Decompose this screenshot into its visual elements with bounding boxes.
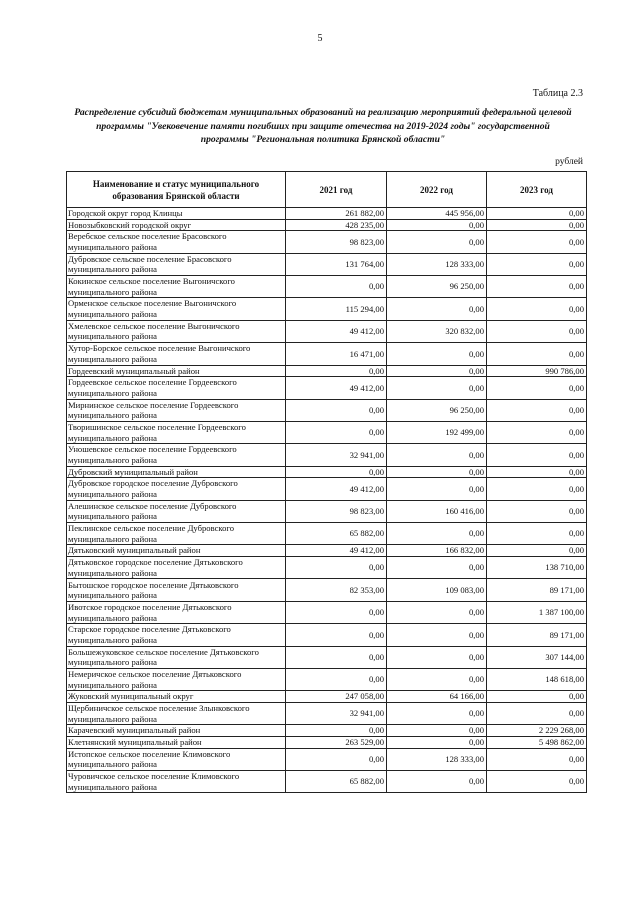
row-2021-cell: 82 353,00 bbox=[286, 579, 387, 601]
table-row bbox=[67, 231, 587, 253]
row-2022-cell: 166 832,00 bbox=[387, 545, 487, 557]
row-2023-cell: 0,00 bbox=[487, 545, 587, 557]
title-line: Распределение субсидий бюджетам муниципальных образований на реализацию мероприятий федеральной целевой bbox=[74, 107, 572, 118]
row-2021-cell: 115 294,00 bbox=[286, 298, 387, 320]
row-2023-cell: 0,00 bbox=[487, 253, 587, 275]
page-number: 5 bbox=[317, 33, 323, 44]
row-2021-cell: 428 235,00 bbox=[286, 219, 387, 231]
table-row bbox=[67, 208, 587, 220]
row-2023-cell: 0,00 bbox=[487, 523, 587, 545]
table-row bbox=[67, 466, 587, 478]
table-row bbox=[67, 421, 587, 443]
row-2022-cell: 320 832,00 bbox=[387, 320, 487, 342]
row-2023-cell: 0,00 bbox=[487, 275, 587, 297]
row-2023-cell: 0,00 bbox=[487, 444, 587, 466]
row-name-cell: Уношевское сельское поселение Гордеевского муниципального района bbox=[67, 444, 286, 466]
row-name-cell: Дубровский муниципальный район bbox=[67, 466, 286, 478]
row-2022-cell: 0,00 bbox=[387, 466, 487, 478]
row-name-cell: Алешинское сельское поселение Дубровского муниципального района bbox=[67, 500, 286, 522]
row-2023-cell: 1 387 100,00 bbox=[487, 601, 587, 623]
row-2021-cell: 65 882,00 bbox=[286, 770, 387, 792]
row-2021-cell: 0,00 bbox=[286, 669, 387, 691]
table-body bbox=[67, 208, 587, 793]
row-2022-cell: 160 416,00 bbox=[387, 500, 487, 522]
row-name-cell: Дубровское городское поселение Дубровского муниципального района bbox=[67, 478, 286, 500]
row-2021-cell: 0,00 bbox=[286, 466, 387, 478]
row-2022-cell: 128 333,00 bbox=[387, 253, 487, 275]
table-row bbox=[67, 624, 587, 646]
row-name-cell: Веребское сельское поселение Брасовского муниципального района bbox=[67, 231, 286, 253]
row-name-cell: Кокинское сельское поселение Выгоничского муниципального района bbox=[67, 275, 286, 297]
row-2023-cell: 148 618,00 bbox=[487, 669, 587, 691]
row-2021-cell: 261 882,00 bbox=[286, 208, 387, 220]
row-2021-cell: 0,00 bbox=[286, 275, 387, 297]
row-2022-cell: 0,00 bbox=[387, 343, 487, 365]
table-label: Таблица 2.3 bbox=[532, 88, 583, 99]
row-2022-cell: 0,00 bbox=[387, 646, 487, 668]
row-2021-cell: 0,00 bbox=[286, 557, 387, 579]
table-row bbox=[67, 253, 587, 275]
column-header-2021: 2021 год bbox=[286, 172, 387, 208]
row-2023-cell: 0,00 bbox=[487, 231, 587, 253]
table-row bbox=[67, 523, 587, 545]
table-row bbox=[67, 399, 587, 421]
row-2023-cell: 0,00 bbox=[487, 219, 587, 231]
table-row bbox=[67, 669, 587, 691]
table-row bbox=[67, 579, 587, 601]
table-row bbox=[67, 275, 587, 297]
row-2021-cell: 131 764,00 bbox=[286, 253, 387, 275]
row-2021-cell: 98 823,00 bbox=[286, 500, 387, 522]
table-row bbox=[67, 219, 587, 231]
row-2023-cell: 0,00 bbox=[487, 500, 587, 522]
row-2022-cell: 445 956,00 bbox=[387, 208, 487, 220]
row-2021-cell: 0,00 bbox=[286, 646, 387, 668]
row-2022-cell: 0,00 bbox=[387, 298, 487, 320]
row-2021-cell: 247 058,00 bbox=[286, 691, 387, 703]
row-2021-cell: 32 941,00 bbox=[286, 444, 387, 466]
row-2021-cell: 263 529,00 bbox=[286, 736, 387, 748]
row-2023-cell: 990 786,00 bbox=[487, 365, 587, 377]
row-name-cell: Мирнинское сельское поселение Гордеевского муниципального района bbox=[67, 399, 286, 421]
document-title bbox=[62, 106, 584, 147]
row-2023-cell: 307 144,00 bbox=[487, 646, 587, 668]
table-row bbox=[67, 365, 587, 377]
row-2023-cell: 5 498 862,00 bbox=[487, 736, 587, 748]
table-row bbox=[67, 377, 587, 399]
row-2022-cell: 64 166,00 bbox=[387, 691, 487, 703]
row-2021-cell: 0,00 bbox=[286, 365, 387, 377]
row-2022-cell: 0,00 bbox=[387, 736, 487, 748]
row-name-cell: Старское городское поселение Дятьковского муниципального района bbox=[67, 624, 286, 646]
table-row bbox=[67, 646, 587, 668]
row-2021-cell: 0,00 bbox=[286, 601, 387, 623]
row-name-cell: Орменское сельское поселение Выгоничского муниципального района bbox=[67, 298, 286, 320]
row-2021-cell: 49 412,00 bbox=[286, 478, 387, 500]
table-row bbox=[67, 770, 587, 792]
row-2023-cell: 0,00 bbox=[487, 691, 587, 703]
row-2023-cell: 138 710,00 bbox=[487, 557, 587, 579]
table-row bbox=[67, 444, 587, 466]
unit-label: рублей bbox=[555, 157, 583, 167]
row-2022-cell: 96 250,00 bbox=[387, 399, 487, 421]
row-name-cell: Жуковский муниципальный округ bbox=[67, 691, 286, 703]
row-2023-cell: 0,00 bbox=[487, 421, 587, 443]
row-2022-cell: 0,00 bbox=[387, 557, 487, 579]
row-2022-cell: 0,00 bbox=[387, 478, 487, 500]
row-2022-cell: 0,00 bbox=[387, 702, 487, 724]
table-row bbox=[67, 725, 587, 737]
title-line: программы "Увековечение памяти погибших при защите отечества на 2019-2024 годы" государственной bbox=[96, 120, 550, 132]
row-name-cell: Дятьковское городское поселение Дятьковского муниципального района bbox=[67, 557, 286, 579]
column-header-2022: 2022 год bbox=[387, 172, 487, 208]
row-2022-cell: 128 333,00 bbox=[387, 748, 487, 770]
row-name-cell: Ивотское городское поселение Дятьковского муниципального района bbox=[67, 601, 286, 623]
row-name-cell: Истопское сельское поселение Климовского муниципального района bbox=[67, 748, 286, 770]
row-name-cell: Городской округ город Клинцы bbox=[67, 208, 286, 220]
row-2021-cell: 49 412,00 bbox=[286, 320, 387, 342]
row-2021-cell: 0,00 bbox=[286, 725, 387, 737]
row-name-cell: Хмелевское сельское поселение Выгоничского муниципального района bbox=[67, 320, 286, 342]
row-2023-cell: 0,00 bbox=[487, 320, 587, 342]
row-2022-cell: 109 083,00 bbox=[387, 579, 487, 601]
row-name-cell: Чуровичское сельское поселение Климовского муниципального района bbox=[67, 770, 286, 792]
table-row bbox=[67, 298, 587, 320]
row-2023-cell: 0,00 bbox=[487, 478, 587, 500]
row-2021-cell: 49 412,00 bbox=[286, 377, 387, 399]
row-name-cell: Большежуковское сельское поселение Дятьковского муниципального района bbox=[67, 646, 286, 668]
table-row bbox=[67, 601, 587, 623]
row-2022-cell: 0,00 bbox=[387, 770, 487, 792]
table-row bbox=[67, 557, 587, 579]
row-name-cell: Дятьковский муниципальный район bbox=[67, 545, 286, 557]
row-name-cell: Гордеевский муниципальный район bbox=[67, 365, 286, 377]
row-2023-cell: 0,00 bbox=[487, 466, 587, 478]
row-name-cell: Творишинское сельское поселение Гордеевского муниципального района bbox=[67, 421, 286, 443]
row-2021-cell: 0,00 bbox=[286, 421, 387, 443]
row-2023-cell: 0,00 bbox=[487, 399, 587, 421]
row-name-cell: Новозыбковский городской округ bbox=[67, 219, 286, 231]
row-2023-cell: 89 171,00 bbox=[487, 624, 587, 646]
title-line: программы "Региональная политика Брянской области" bbox=[200, 134, 446, 145]
row-2023-cell: 0,00 bbox=[487, 748, 587, 770]
row-2022-cell: 0,00 bbox=[387, 219, 487, 231]
table-row bbox=[67, 320, 587, 342]
row-name-cell: Щербиничское сельское поселение Злынковского муниципального района bbox=[67, 702, 286, 724]
row-name-cell: Немеричское сельское поселение Дятьковского муниципального района bbox=[67, 669, 286, 691]
row-2021-cell: 49 412,00 bbox=[286, 545, 387, 557]
column-header-name: Наименование и статус муниципального образования Брянской области bbox=[67, 172, 286, 208]
table-row bbox=[67, 478, 587, 500]
row-2021-cell: 0,00 bbox=[286, 748, 387, 770]
row-name-cell: Клетнянский муниципальный район bbox=[67, 736, 286, 748]
row-2023-cell: 0,00 bbox=[487, 343, 587, 365]
table-row bbox=[67, 702, 587, 724]
row-2022-cell: 0,00 bbox=[387, 669, 487, 691]
row-2022-cell: 0,00 bbox=[387, 601, 487, 623]
row-2023-cell: 2 229 268,00 bbox=[487, 725, 587, 737]
row-2022-cell: 192 499,00 bbox=[387, 421, 487, 443]
table-row bbox=[67, 691, 587, 703]
table-row bbox=[67, 545, 587, 557]
row-2021-cell: 65 882,00 bbox=[286, 523, 387, 545]
row-2022-cell: 96 250,00 bbox=[387, 275, 487, 297]
row-2022-cell: 0,00 bbox=[387, 444, 487, 466]
row-name-cell: Дубровское сельское поселение Брасовского муниципального района bbox=[67, 253, 286, 275]
row-2023-cell: 0,00 bbox=[487, 702, 587, 724]
row-2021-cell: 16 471,00 bbox=[286, 343, 387, 365]
row-name-cell: Гордеевское сельское поселение Гордеевского муниципального района bbox=[67, 377, 286, 399]
row-2023-cell: 0,00 bbox=[487, 298, 587, 320]
row-2021-cell: 32 941,00 bbox=[286, 702, 387, 724]
subsidy-table bbox=[66, 171, 587, 793]
column-header-2023: 2023 год bbox=[487, 172, 587, 208]
row-name-cell: Бытошское городское поселение Дятьковского муниципального района bbox=[67, 579, 286, 601]
row-2023-cell: 0,00 bbox=[487, 770, 587, 792]
table-row bbox=[67, 748, 587, 770]
row-2022-cell: 0,00 bbox=[387, 365, 487, 377]
table-row bbox=[67, 343, 587, 365]
row-name-cell: Пеклинское сельское поселение Дубровского муниципального района bbox=[67, 523, 286, 545]
row-2023-cell: 0,00 bbox=[487, 377, 587, 399]
row-2022-cell: 0,00 bbox=[387, 523, 487, 545]
row-2023-cell: 0,00 bbox=[487, 208, 587, 220]
table-row bbox=[67, 736, 587, 748]
row-name-cell: Карачевский муниципальный район bbox=[67, 725, 286, 737]
row-2022-cell: 0,00 bbox=[387, 231, 487, 253]
row-2022-cell: 0,00 bbox=[387, 725, 487, 737]
table-row bbox=[67, 500, 587, 522]
row-2022-cell: 0,00 bbox=[387, 377, 487, 399]
row-2021-cell: 0,00 bbox=[286, 399, 387, 421]
row-2021-cell: 0,00 bbox=[286, 624, 387, 646]
row-name-cell: Хутор-Борское сельское поселение Выгоничского муниципального района bbox=[67, 343, 286, 365]
row-2023-cell: 89 171,00 bbox=[487, 579, 587, 601]
row-2022-cell: 0,00 bbox=[387, 624, 487, 646]
row-2021-cell: 98 823,00 bbox=[286, 231, 387, 253]
table-header-row bbox=[67, 172, 587, 208]
